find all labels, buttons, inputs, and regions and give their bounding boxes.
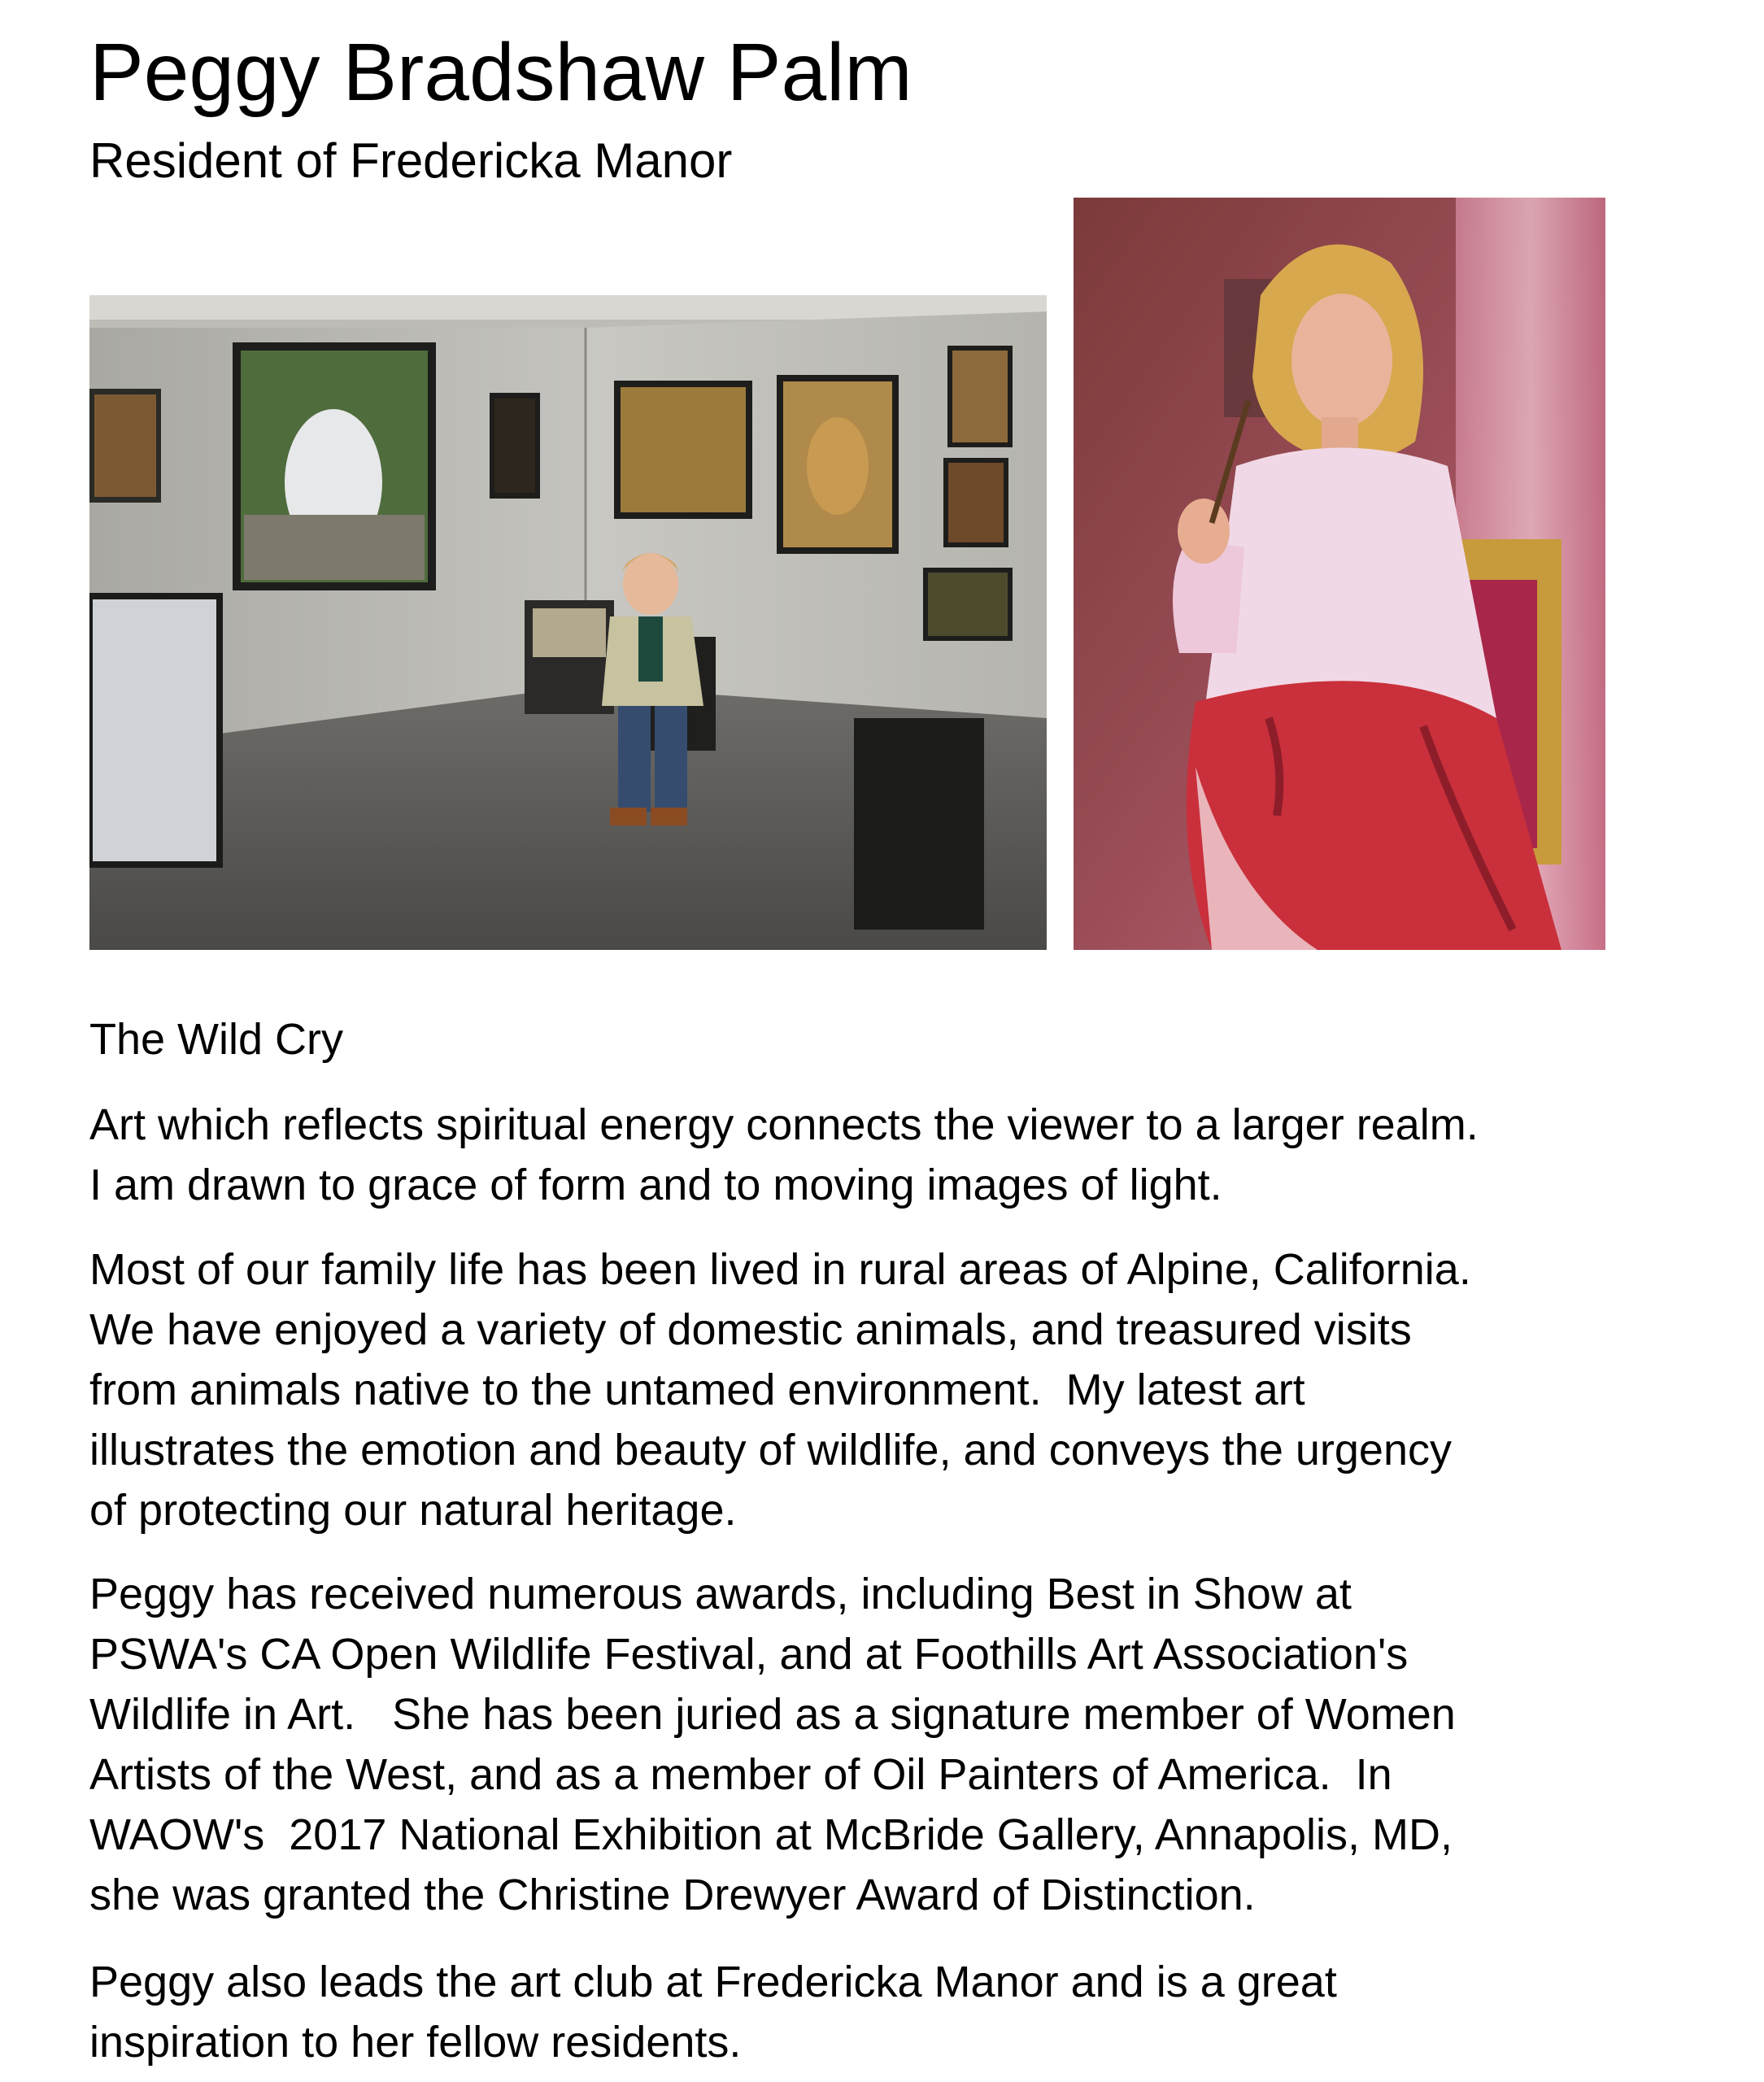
page-title: Peggy Bradshaw Palm bbox=[89, 27, 912, 118]
paragraph-line: illustrates the emotion and beauty of wildlife, and conveys the urgency bbox=[89, 1426, 1452, 1474]
portrait-painting bbox=[1074, 198, 1605, 950]
paragraph-line: of protecting our natural heritage. bbox=[89, 1486, 737, 1535]
paragraph-line: Artists of the West, and as a member of Oil Painters of America. In bbox=[89, 1750, 1392, 1799]
paragraph-line: Peggy has received numerous awards, including Best in Show at bbox=[89, 1570, 1352, 1618]
paragraph-line: Wildlife in Art. She has been juried as a signature member of Women bbox=[89, 1690, 1456, 1739]
paragraph-line: PSWA's CA Open Wildlife Festival, and at Foothills Art Association's bbox=[89, 1630, 1409, 1679]
paragraph-awards bbox=[89, 1564, 1683, 1925]
paragraph-line: Peggy also leads the art club at Fredericka Manor and is a great bbox=[89, 1958, 1337, 2006]
paragraph-line: Most of our family life has been lived in rural areas of Alpine, California. bbox=[89, 1245, 1471, 1294]
gallery-photo bbox=[89, 295, 1047, 950]
gallery-photo-illustration bbox=[89, 295, 1047, 950]
page-subtitle: Resident of Fredericka Manor bbox=[89, 133, 733, 188]
portrait-painting-illustration bbox=[1074, 198, 1605, 950]
paragraph-family-life bbox=[89, 1239, 1683, 1540]
section-heading: The Wild Cry bbox=[89, 1015, 344, 1064]
paragraph-line: she was granted the Christine Drewyer Award of Distinction. bbox=[89, 1871, 1256, 1919]
paragraph-art-club bbox=[89, 1952, 1683, 2072]
paragraph-line: I am drawn to grace of form and to moving images of light. bbox=[89, 1161, 1222, 1209]
paragraph-line: We have enjoyed a variety of domestic animals, and treasured visits bbox=[89, 1305, 1412, 1354]
paragraph-statement bbox=[89, 1095, 1683, 1215]
paragraph-line: inspiration to her fellow residents. bbox=[89, 2018, 742, 2067]
paragraph-line: Art which reflects spiritual energy connects the viewer to a larger realm. bbox=[89, 1100, 1479, 1149]
paragraph-line: WAOW's 2017 National Exhibition at McBride Gallery, Annapolis, MD, bbox=[89, 1810, 1453, 1859]
paragraph-line: from animals native to the untamed environment. My latest art bbox=[89, 1365, 1305, 1414]
